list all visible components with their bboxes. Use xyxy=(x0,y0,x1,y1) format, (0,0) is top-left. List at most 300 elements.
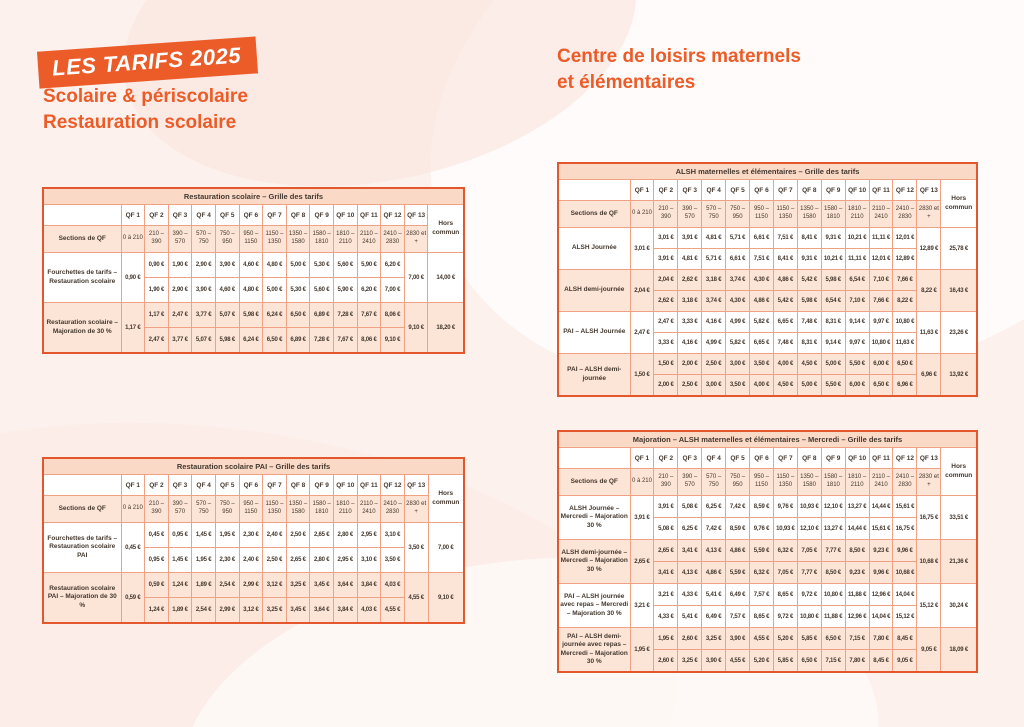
tariff-max: 3,91 € xyxy=(654,249,678,270)
tariff-max: 6,65 € xyxy=(750,333,774,354)
tariff-max: 6,50 € xyxy=(797,650,821,673)
qf-range: 950 – 1150 xyxy=(239,226,263,253)
qf-range: 210 – 390 xyxy=(654,201,678,228)
qf-column-header: QF 2 xyxy=(145,205,169,226)
tariff-min: 8,41 € xyxy=(797,228,821,249)
tariff-min: 7,48 € xyxy=(797,312,821,333)
tariff-max: 3,77 € xyxy=(168,328,192,354)
tariff-min: 6,65 € xyxy=(773,312,797,333)
tariff-max: 3,90 € xyxy=(192,278,216,303)
tariff-min: 4,55 € xyxy=(750,628,774,650)
tariff-max: 1,45 € xyxy=(168,548,192,573)
qf-range: 950 – 1150 xyxy=(239,496,263,523)
tariff-max: 2,50 € xyxy=(678,375,702,397)
row-label: ALSH Journée – Mercredi – Majoration 30 % xyxy=(558,496,630,540)
tariff-max: 5,20 € xyxy=(750,650,774,673)
tariff-max: 9,96 € xyxy=(869,562,893,584)
qf-range: 570 – 750 xyxy=(702,201,726,228)
tariff-max: 12,10 € xyxy=(797,518,821,540)
tariff-max: 5,71 € xyxy=(702,249,726,270)
table-title: Restauration scolaire – Grille des tarifs xyxy=(43,188,464,205)
tariff-min: 6,61 € xyxy=(750,228,774,249)
tariff-max: 2,65 € xyxy=(286,548,310,573)
tariff-min: 1,95 € xyxy=(654,628,678,650)
tariff-max: 2,60 € xyxy=(654,650,678,673)
tariff-max: 4,13 € xyxy=(678,562,702,584)
tariff-min: 3,77 € xyxy=(192,303,216,328)
qf-column-header: QF 13 xyxy=(404,475,428,496)
qf-range: 570 – 750 xyxy=(192,496,216,523)
tariff-min: 4,81 € xyxy=(702,228,726,249)
row-label: Fourchettes de tarifs – Restauration scolaire PAI xyxy=(43,523,121,573)
tariff-max: 3,00 € xyxy=(702,375,726,397)
qf-column-header: QF 4 xyxy=(702,448,726,469)
qf-column-header: QF 3 xyxy=(678,448,702,469)
tariff-max: 4,86 € xyxy=(702,562,726,584)
tariff-max: 5,50 € xyxy=(821,375,845,397)
tariff-min: 3,25 € xyxy=(702,628,726,650)
tariff-max: 7,05 € xyxy=(773,562,797,584)
tariff-min: 5,98 € xyxy=(239,303,263,328)
qf-column-header: QF 12 xyxy=(381,475,405,496)
qf-column-header: QF 10 xyxy=(333,475,357,496)
tariff-max: 12,01 € xyxy=(869,249,893,270)
qf-range: 2410 – 2830 xyxy=(381,226,405,253)
row-label: ALSH demi-journée – Mercredi – Majoration 30 % xyxy=(558,540,630,584)
qf-range: 2110 – 2410 xyxy=(357,226,381,253)
tariff-max: 4,30 € xyxy=(726,291,750,312)
tariff-min: 5,41 € xyxy=(702,584,726,606)
tariff-min: 3,12 € xyxy=(263,573,287,598)
tariff-max: 6,25 € xyxy=(678,518,702,540)
tariff-min: 9,76 € xyxy=(773,496,797,518)
qf-column-header: QF 9 xyxy=(821,180,845,201)
tariff-min: 7,10 € xyxy=(869,270,893,291)
tariff-min: 3,45 € xyxy=(310,573,334,598)
tariff-min: 3,91 € xyxy=(678,228,702,249)
qf-column-header: QF 7 xyxy=(773,180,797,201)
row-label: PAI – ALSH demi-journée xyxy=(558,354,630,397)
qf-column-header: QF 6 xyxy=(750,448,774,469)
tariff-min: 6,25 € xyxy=(702,496,726,518)
tariff-qf13: 11,63 € xyxy=(917,312,941,354)
tariff-min: 1,45 € xyxy=(192,523,216,548)
tariff-qf13: 6,96 € xyxy=(917,354,941,397)
tariff-min: 6,00 € xyxy=(869,354,893,375)
tariff-min: 4,00 € xyxy=(773,354,797,375)
tariff-min: 10,80 € xyxy=(893,312,917,333)
tariff-min: 2,47 € xyxy=(168,303,192,328)
tariff-qf1: 3,21 € xyxy=(630,584,654,628)
tariff-max: 13,27 € xyxy=(821,518,845,540)
tariff-max: 5,82 € xyxy=(726,333,750,354)
tariff-max: 8,50 € xyxy=(821,562,845,584)
tariff-min: 5,00 € xyxy=(286,253,310,278)
qf-range: 1810 – 2110 xyxy=(845,201,869,228)
tariff-min: 8,45 € xyxy=(893,628,917,650)
qf-column-header: QF 11 xyxy=(869,180,893,201)
tariff-max: 2,99 € xyxy=(215,598,239,624)
tariff-qf13: 16,75 € xyxy=(917,496,941,540)
tariff-max: 6,49 € xyxy=(702,606,726,628)
qf-column-header: QF 4 xyxy=(702,180,726,201)
left-subtitle-restauration: Restauration scolaire xyxy=(43,112,237,133)
tariff-min: 6,32 € xyxy=(773,540,797,562)
qf-range: 950 – 1150 xyxy=(750,201,774,228)
tariff-max: 4,60 € xyxy=(215,278,239,303)
tariff-max: 2,90 € xyxy=(168,278,192,303)
tariff-qf1: 2,04 € xyxy=(630,270,654,312)
qf-range: 2830 et + xyxy=(404,226,428,253)
qf-column-header: QF 12 xyxy=(381,205,405,226)
tariff-max: 1,24 € xyxy=(145,598,169,624)
tariff-min: 3,91 € xyxy=(654,496,678,518)
qf-column-header: QF 7 xyxy=(773,448,797,469)
tariff-min: 7,51 € xyxy=(773,228,797,249)
tariff-max: 8,59 € xyxy=(726,518,750,540)
qf-column-header: QF 2 xyxy=(145,475,169,496)
tariff-max: 6,50 € xyxy=(263,328,287,354)
qf-column-header: QF 4 xyxy=(192,475,216,496)
tariff-min: 2,40 € xyxy=(263,523,287,548)
tariff-qf13: 3,50 € xyxy=(404,523,428,573)
tariff-max: 5,00 € xyxy=(263,278,287,303)
qf-range: 1580 – 1810 xyxy=(821,201,845,228)
tariff-max: 6,50 € xyxy=(869,375,893,397)
tariff-min: 11,11 € xyxy=(869,228,893,249)
tariff-max: 8,41 € xyxy=(773,249,797,270)
sections-de-qf-label: Sections de QF xyxy=(43,496,121,523)
tariff-max: 6,96 € xyxy=(893,375,917,397)
tariff-max: 9,10 € xyxy=(381,328,405,354)
tariff-grid xyxy=(557,162,978,397)
tariff-min: 5,07 € xyxy=(215,303,239,328)
tariff-min: 3,01 € xyxy=(654,228,678,249)
qf-range: 0 à 210 xyxy=(121,496,145,523)
tariff-max: 7,15 € xyxy=(821,650,845,673)
qf-column-header: QF 8 xyxy=(286,475,310,496)
tariff-max: 4,16 € xyxy=(678,333,702,354)
tariff-max: 7,42 € xyxy=(702,518,726,540)
tariff-min: 6,20 € xyxy=(381,253,405,278)
qf-range: 0 à 210 xyxy=(630,469,654,496)
tariff-max: 8,06 € xyxy=(357,328,381,354)
tariff-min: 10,93 € xyxy=(797,496,821,518)
tariff-min: 14,44 € xyxy=(869,496,893,518)
tariff-qf1: 1,95 € xyxy=(630,628,654,673)
tariff-max: 10,21 € xyxy=(821,249,845,270)
qf-range: 1150 – 1350 xyxy=(263,226,287,253)
tariff-qf1: 0,90 € xyxy=(121,253,145,303)
tariff-max: 14,44 € xyxy=(845,518,869,540)
qf-range: 1150 – 1350 xyxy=(263,496,287,523)
tariff-hors-commun: 13,92 € xyxy=(941,354,977,397)
tariff-min: 4,03 € xyxy=(381,573,405,598)
tariff-min: 0,90 € xyxy=(145,253,169,278)
qf-column-header: QF 8 xyxy=(797,448,821,469)
tariff-min: 4,33 € xyxy=(678,584,702,606)
tariff-min: 9,23 € xyxy=(869,540,893,562)
tariff-min: 10,21 € xyxy=(845,228,869,249)
qf-column-header: QF 12 xyxy=(893,448,917,469)
tariff-min: 7,80 € xyxy=(869,628,893,650)
tariff-max: 12,96 € xyxy=(845,606,869,628)
tariff-max: 3,12 € xyxy=(239,598,263,624)
qf-range: 210 – 390 xyxy=(145,496,169,523)
tariff-min: 3,50 € xyxy=(750,354,774,375)
qf-range: 2410 – 2830 xyxy=(893,469,917,496)
qf-column-header: QF 8 xyxy=(797,180,821,201)
row-label: PAI – ALSH Journée xyxy=(558,312,630,354)
row-label: Restauration scolaire PAI – Majoration de 30 % xyxy=(43,573,121,624)
tariff-qf1: 2,65 € xyxy=(630,540,654,584)
hors-commun-header: Hors commun xyxy=(941,180,977,228)
tariff-min: 7,28 € xyxy=(333,303,357,328)
qf-column-header: QF 6 xyxy=(239,475,263,496)
tariff-qf13: 10,68 € xyxy=(917,540,941,584)
tariff-min: 11,88 € xyxy=(845,584,869,606)
tariff-max: 2,54 € xyxy=(192,598,216,624)
tariff-qf13: 4,55 € xyxy=(404,573,428,624)
tariff-qf1: 2,47 € xyxy=(630,312,654,354)
tariff-max: 7,66 € xyxy=(869,291,893,312)
tariff-qf1: 3,91 € xyxy=(630,496,654,540)
tariff-hors-commun: 21,36 € xyxy=(941,540,977,584)
tariff-min: 4,16 € xyxy=(702,312,726,333)
tariff-max: 9,14 € xyxy=(821,333,845,354)
qf-range: 1350 – 1580 xyxy=(797,201,821,228)
tariff-min: 3,33 € xyxy=(678,312,702,333)
table-title: Majoration – ALSH maternelles et élémentaires – Mercredi – Grille des tarifs xyxy=(558,431,977,448)
tariff-min: 8,31 € xyxy=(821,312,845,333)
tariff-min: 3,64 € xyxy=(333,573,357,598)
qf-range: 1350 – 1580 xyxy=(286,226,310,253)
tariff-min: 7,05 € xyxy=(797,540,821,562)
tariff-min: 2,65 € xyxy=(310,523,334,548)
tariff-min: 3,90 € xyxy=(215,253,239,278)
sections-de-qf-label: Sections de QF xyxy=(558,201,630,228)
tariff-min: 4,80 € xyxy=(263,253,287,278)
tariff-max: 4,55 € xyxy=(381,598,405,624)
qf-column-header: QF 1 xyxy=(121,475,145,496)
qf-column-header: QF 5 xyxy=(726,448,750,469)
tariff-min: 4,86 € xyxy=(726,540,750,562)
tariff-qf1: 1,17 € xyxy=(121,303,145,354)
tariff-min: 3,00 € xyxy=(726,354,750,375)
banner-label: LES TARIFS 2025 xyxy=(51,42,242,81)
tariff-min: 1,17 € xyxy=(145,303,169,328)
tariff-max: 2,40 € xyxy=(239,548,263,573)
tariff-hors-commun: 7,00 € xyxy=(428,523,464,573)
tariff-max: 6,20 € xyxy=(357,278,381,303)
tariff-min: 4,60 € xyxy=(239,253,263,278)
tariff-max: 4,55 € xyxy=(726,650,750,673)
tariff-min: 7,57 € xyxy=(750,584,774,606)
tariff-max: 6,61 € xyxy=(726,249,750,270)
tariff-min: 3,18 € xyxy=(702,270,726,291)
tariff-min: 12,96 € xyxy=(869,584,893,606)
tariff-min: 9,14 € xyxy=(845,312,869,333)
tariff-min: 7,15 € xyxy=(845,628,869,650)
tariff-max: 12,89 € xyxy=(893,249,917,270)
tariff-max: 2,00 € xyxy=(654,375,678,397)
tariff-min: 7,42 € xyxy=(726,496,750,518)
tariff-qf13: 9,10 € xyxy=(404,303,428,354)
qf-range: 1810 – 2110 xyxy=(333,496,357,523)
tariff-min: 12,10 € xyxy=(821,496,845,518)
qf-column-header: QF 5 xyxy=(215,475,239,496)
qf-range: 210 – 390 xyxy=(145,226,169,253)
tariff-qf13: 7,00 € xyxy=(404,253,428,303)
tariff-min: 9,97 € xyxy=(869,312,893,333)
qf-column-header: QF 3 xyxy=(678,180,702,201)
qf-range: 1150 – 1350 xyxy=(773,201,797,228)
tariff-max: 4,33 € xyxy=(654,606,678,628)
tariff-max: 7,57 € xyxy=(726,606,750,628)
tariff-hors-commun: 18,20 € xyxy=(428,303,464,354)
tariff-max: 3,25 € xyxy=(263,598,287,624)
tariff-max: 5,90 € xyxy=(333,278,357,303)
tariff-qf13: 8,22 € xyxy=(917,270,941,312)
tariff-qf13: 12,89 € xyxy=(917,228,941,270)
tariff-min: 2,50 € xyxy=(702,354,726,375)
tariff-max: 3,45 € xyxy=(286,598,310,624)
tariff-min: 6,49 € xyxy=(726,584,750,606)
tariff-min: 6,89 € xyxy=(310,303,334,328)
tariff-max: 7,80 € xyxy=(845,650,869,673)
qf-range: 1580 – 1810 xyxy=(310,226,334,253)
tariff-min: 2,90 € xyxy=(192,253,216,278)
tariff-grid xyxy=(42,187,465,354)
tariff-max: 7,51 € xyxy=(750,249,774,270)
tariff-min: 3,21 € xyxy=(654,584,678,606)
tariff-max: 3,10 € xyxy=(357,548,381,573)
tariff-min: 9,72 € xyxy=(797,584,821,606)
tariff-min: 5,00 € xyxy=(821,354,845,375)
tariff-qf13: 15,12 € xyxy=(917,584,941,628)
tariff-hors-commun: 16,43 € xyxy=(941,270,977,312)
row-label: ALSH Journée xyxy=(558,228,630,270)
qf-range: 750 – 950 xyxy=(215,496,239,523)
tariff-max: 10,80 € xyxy=(797,606,821,628)
tariff-grid xyxy=(557,430,978,673)
table-majoration-alsh-mercredi xyxy=(557,430,978,673)
tariff-qf1: 1,50 € xyxy=(630,354,654,397)
tariff-min: 8,59 € xyxy=(750,496,774,518)
tariff-min: 2,60 € xyxy=(678,628,702,650)
qf-column-header: QF 1 xyxy=(630,448,654,469)
tariff-min: 5,59 € xyxy=(750,540,774,562)
tariff-min: 3,10 € xyxy=(381,523,405,548)
tariff-min: 3,74 € xyxy=(726,270,750,291)
tariff-min: 12,01 € xyxy=(893,228,917,249)
tariff-min: 4,50 € xyxy=(797,354,821,375)
qf-range: 390 – 570 xyxy=(678,469,702,496)
tariff-max: 7,10 € xyxy=(845,291,869,312)
qf-column-header: QF 7 xyxy=(263,205,287,226)
tariff-max: 5,98 € xyxy=(215,328,239,354)
tariff-max: 7,67 € xyxy=(333,328,357,354)
tariff-min: 5,98 € xyxy=(821,270,845,291)
tariff-qf1: 3,01 € xyxy=(630,228,654,270)
tariff-max: 7,28 € xyxy=(310,328,334,354)
tariff-min: 8,65 € xyxy=(773,584,797,606)
tariff-max: 2,95 € xyxy=(333,548,357,573)
tariff-max: 9,72 € xyxy=(773,606,797,628)
tariff-max: 5,00 € xyxy=(797,375,821,397)
table-title: ALSH maternelles et élémentaires – Grille des tarifs xyxy=(558,163,977,180)
qf-column-header: QF 9 xyxy=(310,475,334,496)
tariff-max: 8,31 € xyxy=(797,333,821,354)
tariff-min: 6,54 € xyxy=(845,270,869,291)
tariff-max: 5,07 € xyxy=(192,328,216,354)
tariff-max: 8,65 € xyxy=(750,606,774,628)
tariff-min: 9,31 € xyxy=(821,228,845,249)
tariff-hors-commun: 23,26 € xyxy=(941,312,977,354)
qf-column-header: QF 8 xyxy=(286,205,310,226)
left-subtitle-scolaire: Scolaire & périscolaire xyxy=(43,86,248,107)
tariff-max: 11,88 € xyxy=(821,606,845,628)
tariff-min: 8,50 € xyxy=(845,540,869,562)
tariff-min: 5,71 € xyxy=(726,228,750,249)
qf-range: 1580 – 1810 xyxy=(821,469,845,496)
qf-range: 210 – 390 xyxy=(654,469,678,496)
tariff-max: 4,99 € xyxy=(702,333,726,354)
tariff-min: 2,62 € xyxy=(678,270,702,291)
tariff-min: 1,24 € xyxy=(168,573,192,598)
tariff-max: 5,85 € xyxy=(773,650,797,673)
tariff-max: 16,75 € xyxy=(893,518,917,540)
tariff-min: 5,42 € xyxy=(797,270,821,291)
sections-de-qf-label: Sections de QF xyxy=(43,226,121,253)
tariff-grid xyxy=(42,457,465,624)
qf-column-header: QF 12 xyxy=(893,180,917,201)
qf-range: 390 – 570 xyxy=(168,226,192,253)
tariff-min: 3,90 € xyxy=(726,628,750,650)
tariff-max: 3,33 € xyxy=(654,333,678,354)
tariff-hors-commun: 25,78 € xyxy=(941,228,977,270)
qf-range: 2110 – 2410 xyxy=(869,201,893,228)
tariff-min: 5,08 € xyxy=(678,496,702,518)
tariff-max: 2,80 € xyxy=(310,548,334,573)
qf-range: 0 à 210 xyxy=(630,201,654,228)
tariff-min: 5,82 € xyxy=(750,312,774,333)
tariff-qf13: 9,05 € xyxy=(917,628,941,673)
qf-column-header: QF 7 xyxy=(263,475,287,496)
tariff-max: 0,95 € xyxy=(145,548,169,573)
qf-range: 570 – 750 xyxy=(702,469,726,496)
tariff-min: 5,90 € xyxy=(357,253,381,278)
tariff-min: 5,20 € xyxy=(773,628,797,650)
tariff-max: 9,23 € xyxy=(845,562,869,584)
tariff-min: 6,50 € xyxy=(286,303,310,328)
qf-column-header: QF 13 xyxy=(917,448,941,469)
tariff-min: 2,80 € xyxy=(333,523,357,548)
tariff-hors-commun: 30,24 € xyxy=(941,584,977,628)
qf-column-header: QF 11 xyxy=(869,448,893,469)
tariff-max: 3,41 € xyxy=(654,562,678,584)
tariff-qf1: 0,45 € xyxy=(121,523,145,573)
tariff-max: 11,11 € xyxy=(845,249,869,270)
qf-range: 1150 – 1350 xyxy=(773,469,797,496)
tariff-max: 3,84 € xyxy=(333,598,357,624)
qf-range: 1810 – 2110 xyxy=(845,469,869,496)
tariff-min: 4,99 € xyxy=(726,312,750,333)
qf-column-header: QF 9 xyxy=(310,205,334,226)
qf-column-header: QF 6 xyxy=(750,180,774,201)
table-restauration-scolaire xyxy=(42,187,465,354)
qf-column-header: QF 10 xyxy=(333,205,357,226)
